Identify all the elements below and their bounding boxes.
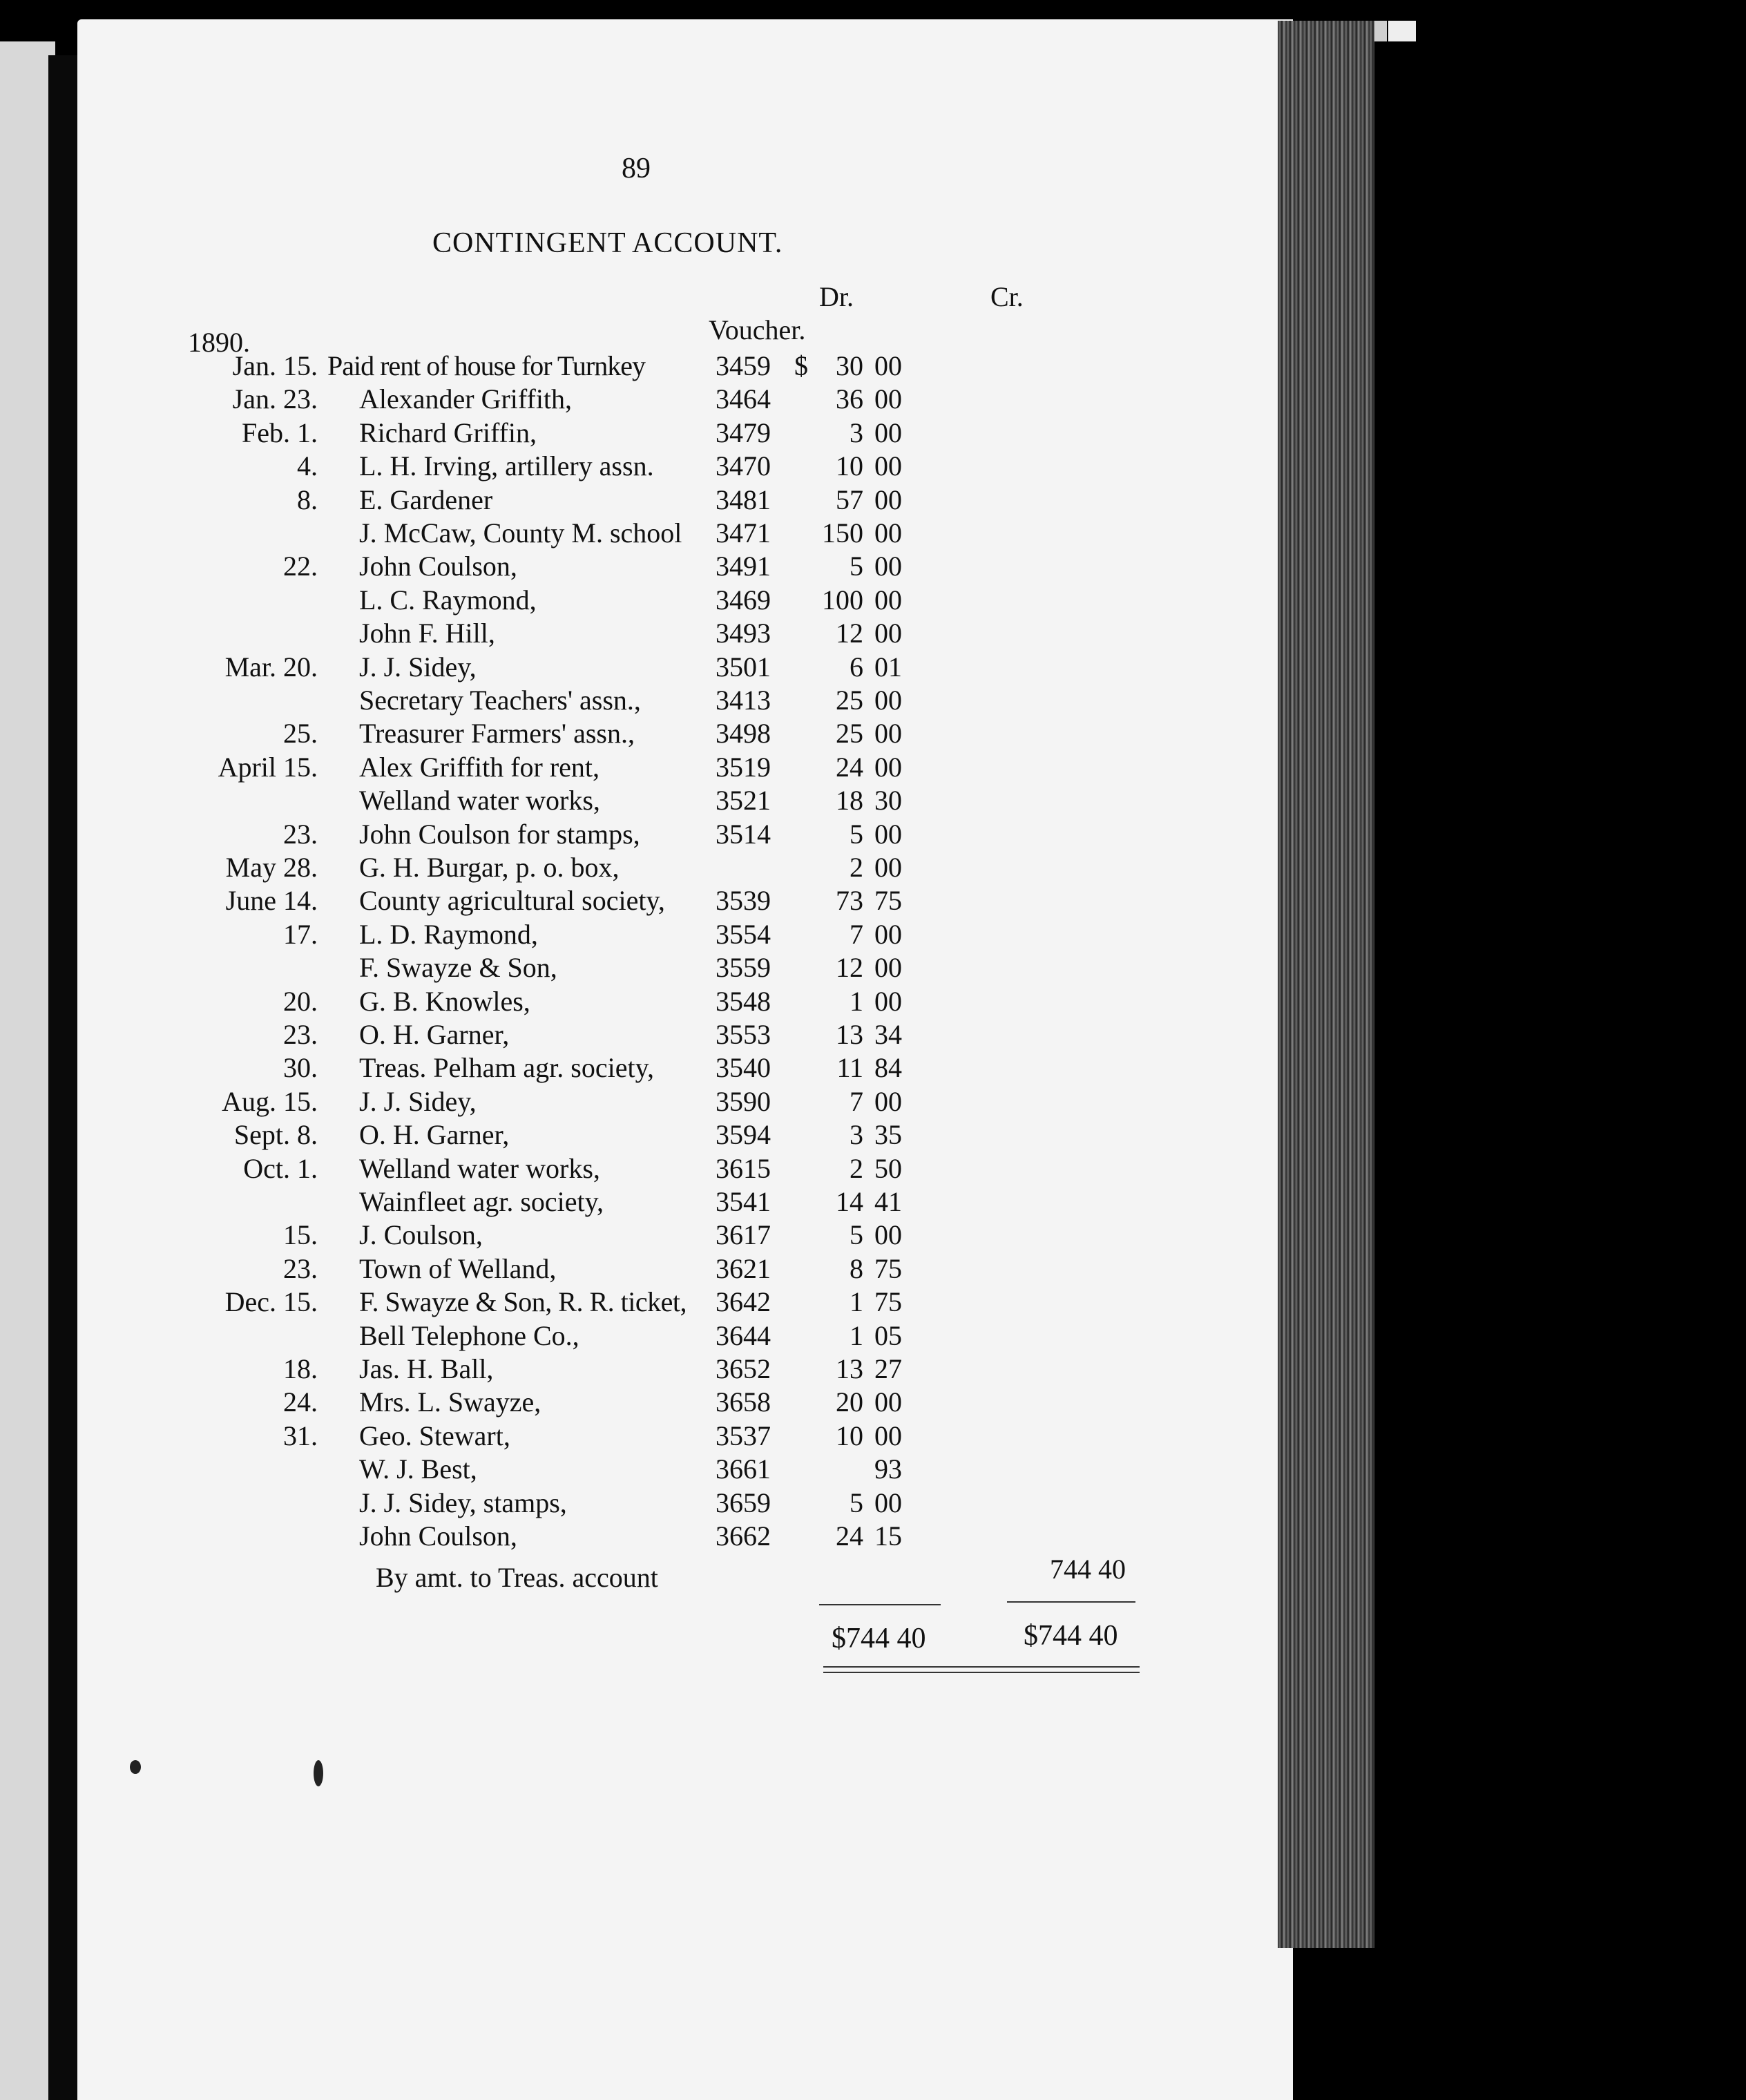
entry-cents: 00 xyxy=(874,752,902,783)
entry-cents: 00 xyxy=(874,986,902,1017)
entry-cents: 00 xyxy=(874,718,902,749)
entry-payee: L. D. Raymond, xyxy=(359,919,538,950)
entry-voucher: 3662 xyxy=(716,1520,771,1552)
entry-date: June 14. xyxy=(225,885,318,916)
entry-cents: 00 xyxy=(874,1219,902,1250)
entry-voucher: 3464 xyxy=(716,383,771,414)
facing-page-edge xyxy=(0,41,55,2100)
entry-dollars: 24 xyxy=(836,752,863,783)
entry-cents: 00 xyxy=(874,484,902,515)
entry-dollars: 1 xyxy=(850,1320,863,1351)
entry-payee: Welland water works, xyxy=(359,785,600,816)
page-title: CONTINGENT ACCOUNT. xyxy=(432,227,783,259)
entry-cents: 00 xyxy=(874,852,902,883)
entry-payee: Geo. Stewart, xyxy=(359,1420,510,1451)
entry-payee: O. H. Garner, xyxy=(359,1119,510,1150)
entry-payee: L. C. Raymond, xyxy=(359,584,537,615)
entry-cents: 00 xyxy=(874,1386,902,1418)
entry-voucher: 3617 xyxy=(716,1219,771,1250)
entry-payee: Bell Telephone Co., xyxy=(359,1320,579,1351)
entry-date: 4. xyxy=(297,450,318,481)
entry-date: 23. xyxy=(283,1019,318,1050)
book-page-edges xyxy=(1278,21,1387,1948)
entry-date: Aug. 15. xyxy=(222,1086,318,1117)
entry-payee: Town of Welland, xyxy=(359,1253,557,1284)
entry-cents: 00 xyxy=(874,1487,902,1518)
credit-entry-payee: By amt. to Treas. account xyxy=(376,1562,658,1593)
entry-payee: Paid rent of house for Turnkey xyxy=(327,350,645,381)
total-double-rule-top xyxy=(823,1666,1140,1668)
entry-date: 18. xyxy=(283,1353,318,1384)
entry-dollars: 1 xyxy=(850,986,863,1017)
entry-voucher: 3481 xyxy=(716,484,771,515)
entry-voucher: 3642 xyxy=(716,1286,771,1317)
entry-payee: E. Gardener xyxy=(359,484,493,515)
entry-dollars: 13 xyxy=(836,1019,863,1050)
entry-date: Feb. 1. xyxy=(242,417,318,448)
entry-dollars: 14 xyxy=(836,1186,863,1217)
entry-cents: 27 xyxy=(874,1353,902,1384)
entry-voucher: 3470 xyxy=(716,450,771,481)
entry-date: 23. xyxy=(283,819,318,850)
entry-date: 17. xyxy=(283,919,318,950)
entry-dollars: 36 xyxy=(836,383,863,414)
entry-cents: 01 xyxy=(874,651,902,682)
entry-dollars: 7 xyxy=(850,1086,863,1117)
entry-voucher: 3553 xyxy=(716,1019,771,1050)
entry-voucher: 3537 xyxy=(716,1420,771,1451)
entry-payee: Welland water works, xyxy=(359,1153,600,1184)
dr-header: Dr. xyxy=(819,281,854,312)
entry-voucher: 3521 xyxy=(716,785,771,816)
entry-dollars: 3 xyxy=(850,417,863,448)
total-double-rule-bottom xyxy=(823,1672,1140,1673)
entry-voucher: 3469 xyxy=(716,584,771,615)
entry-date: 31. xyxy=(283,1420,318,1451)
entry-dollars: 18 xyxy=(836,785,863,816)
entry-dollars: 100 xyxy=(822,584,863,615)
entry-cents: 00 xyxy=(874,819,902,850)
entry-dollars: 13 xyxy=(836,1353,863,1384)
entry-dollars: 2 xyxy=(850,852,863,883)
entry-payee: John Coulson, xyxy=(359,1520,517,1552)
entry-date: April 15. xyxy=(218,752,318,783)
entry-payee: J. J. Sidey, xyxy=(359,651,477,682)
entry-voucher: 3548 xyxy=(716,986,771,1017)
entry-cents: 00 xyxy=(874,551,902,582)
entry-voucher: 3644 xyxy=(716,1320,771,1351)
entry-payee: Treasurer Farmers' assn., xyxy=(359,718,635,749)
voucher-header: Voucher. xyxy=(709,314,806,345)
entry-cents: 00 xyxy=(874,685,902,716)
entry-voucher: 3615 xyxy=(716,1153,771,1184)
entry-dollars: 24 xyxy=(836,1520,863,1552)
entry-voucher: 3519 xyxy=(716,752,771,783)
entry-date: 20. xyxy=(283,986,318,1017)
entry-payee: F. Swayze & Son, xyxy=(359,952,557,983)
cr-total: $744 40 xyxy=(1024,1620,1118,1652)
entry-payee: Alexander Griffith, xyxy=(359,383,573,414)
ink-speck xyxy=(130,1760,141,1774)
entry-voucher: 3540 xyxy=(716,1052,771,1083)
entry-date: 22. xyxy=(283,551,318,582)
entry-payee: Richard Griffin, xyxy=(359,417,537,448)
entry-date: Jan. 23. xyxy=(232,383,318,414)
entry-cents: 00 xyxy=(874,417,902,448)
entry-voucher: 3539 xyxy=(716,885,771,916)
entry-dollars: 20 xyxy=(836,1386,863,1418)
binding-gutter xyxy=(48,55,79,2100)
cr-subtotal-rule xyxy=(1007,1601,1135,1603)
entry-cents: 30 xyxy=(874,785,902,816)
entry-payee: J. J. Sidey, stamps, xyxy=(359,1487,567,1518)
entry-dollars: 5 xyxy=(850,551,863,582)
entry-date: Dec. 15. xyxy=(224,1286,318,1317)
dr-subtotal-rule xyxy=(819,1604,941,1605)
entry-voucher: 3479 xyxy=(716,417,771,448)
entry-date: 23. xyxy=(283,1253,318,1284)
entry-dollars: 8 xyxy=(850,1253,863,1284)
entry-payee: County agricultural society, xyxy=(359,885,665,916)
entry-payee: O. H. Garner, xyxy=(359,1019,510,1050)
credit-entry-amount: 744 40 xyxy=(1050,1554,1126,1585)
entry-voucher: 3471 xyxy=(716,517,771,548)
entry-cents: 75 xyxy=(874,1253,902,1284)
entry-payee: Wainfleet agr. society, xyxy=(359,1186,604,1217)
entry-dollars: 25 xyxy=(836,685,863,716)
entry-date: Jan. 15. xyxy=(232,350,318,381)
entry-payee: John F. Hill, xyxy=(359,618,495,649)
entry-cents: 00 xyxy=(874,1086,902,1117)
entry-voucher: 3661 xyxy=(716,1453,771,1485)
entry-voucher: 3514 xyxy=(716,819,771,850)
entry-payee: G. B. Knowles, xyxy=(359,986,530,1017)
entry-cents: 05 xyxy=(874,1320,902,1351)
year-label: 1890. xyxy=(188,327,250,358)
entry-cents: 00 xyxy=(874,1420,902,1451)
ink-blot xyxy=(314,1760,323,1786)
entry-cents: 00 xyxy=(874,517,902,548)
entry-payee: Alex Griffith for rent, xyxy=(359,752,600,783)
entry-dollars: 12 xyxy=(836,618,863,649)
entry-dollars: 2 xyxy=(850,1153,863,1184)
entry-cents: 93 xyxy=(874,1453,902,1485)
entry-cents: 00 xyxy=(874,919,902,950)
entry-cents: 00 xyxy=(874,952,902,983)
entry-cents: 84 xyxy=(874,1052,902,1083)
entry-voucher: 3590 xyxy=(716,1086,771,1117)
entry-payee: J. J. Sidey, xyxy=(359,1086,477,1117)
entry-cents: 00 xyxy=(874,618,902,649)
entry-dollars: 12 xyxy=(836,952,863,983)
entry-payee: W. J. Best, xyxy=(359,1453,477,1485)
entry-date: 8. xyxy=(297,484,318,515)
entry-voucher: 3659 xyxy=(716,1487,771,1518)
cr-header: Cr. xyxy=(990,281,1024,312)
entry-cents: 00 xyxy=(874,450,902,481)
entry-voucher: 3559 xyxy=(716,952,771,983)
entry-dollars: 5 xyxy=(850,1219,863,1250)
dollar-sign: $ xyxy=(794,350,808,381)
entry-cents: 35 xyxy=(874,1119,902,1150)
entry-date: Mar. 20. xyxy=(224,651,318,682)
entry-voucher: 3652 xyxy=(716,1353,771,1384)
entry-date: Sept. 8. xyxy=(233,1119,318,1150)
scan-background xyxy=(1374,41,1746,2100)
entry-voucher: 3459 xyxy=(716,350,771,381)
entry-cents: 34 xyxy=(874,1019,902,1050)
entry-payee: Secretary Teachers' assn., xyxy=(359,685,641,716)
entry-cents: 00 xyxy=(874,383,902,414)
entry-payee: J. McCaw, County M. school xyxy=(359,517,682,548)
entry-dollars: 10 xyxy=(836,1420,863,1451)
entry-dollars: 11 xyxy=(836,1052,863,1083)
entry-dollars: 150 xyxy=(822,517,863,548)
entry-payee: Mrs. L. Swayze, xyxy=(359,1386,541,1418)
entry-dollars: 10 xyxy=(836,450,863,481)
entry-voucher: 3493 xyxy=(716,618,771,649)
entry-dollars: 57 xyxy=(836,484,863,515)
entry-date: Oct. 1. xyxy=(243,1153,318,1184)
entry-cents: 75 xyxy=(874,1286,902,1317)
entry-dollars: 30 xyxy=(836,350,863,381)
dr-total: $744 40 xyxy=(832,1623,926,1654)
entry-cents: 00 xyxy=(874,350,902,381)
entry-dollars: 25 xyxy=(836,718,863,749)
entry-payee: John Coulson for stamps, xyxy=(359,819,640,850)
entry-voucher: 3554 xyxy=(716,919,771,950)
entry-voucher: 3491 xyxy=(716,551,771,582)
entry-date: 25. xyxy=(283,718,318,749)
entry-cents: 00 xyxy=(874,584,902,615)
entry-cents: 75 xyxy=(874,885,902,916)
entry-payee: J. Coulson, xyxy=(359,1219,483,1250)
entry-dollars: 73 xyxy=(836,885,863,916)
entry-voucher: 3498 xyxy=(716,718,771,749)
entry-cents: 15 xyxy=(874,1520,902,1552)
entry-cents: 50 xyxy=(874,1153,902,1184)
entry-payee: Jas. H. Ball, xyxy=(359,1353,494,1384)
entry-payee: Treas. Pelham agr. society, xyxy=(359,1052,654,1083)
page-number: 89 xyxy=(622,153,651,184)
entry-date: May 28. xyxy=(225,852,318,883)
entry-date: 15. xyxy=(283,1219,318,1250)
entry-voucher: 3541 xyxy=(716,1186,771,1217)
entry-dollars: 5 xyxy=(850,819,863,850)
entry-payee: L. H. Irving, artillery assn. xyxy=(359,450,654,481)
entry-date: 24. xyxy=(283,1386,318,1418)
entry-dollars: 7 xyxy=(850,919,863,950)
entry-dollars: 3 xyxy=(850,1119,863,1150)
entry-voucher: 3501 xyxy=(716,651,771,682)
entry-cents: 41 xyxy=(874,1186,902,1217)
entry-voucher: 3621 xyxy=(716,1253,771,1284)
entry-payee: F. Swayze & Son, R. R. ticket, xyxy=(359,1286,687,1317)
entry-dollars: 1 xyxy=(850,1286,863,1317)
entry-date: 30. xyxy=(283,1052,318,1083)
entry-dollars: 5 xyxy=(850,1487,863,1518)
entry-dollars: 6 xyxy=(850,651,863,682)
entry-voucher: 3413 xyxy=(716,685,771,716)
entry-payee: John Coulson, xyxy=(359,551,517,582)
entry-voucher: 3594 xyxy=(716,1119,771,1150)
entry-payee: G. H. Burgar, p. o. box, xyxy=(359,852,620,883)
entry-voucher: 3658 xyxy=(716,1386,771,1418)
